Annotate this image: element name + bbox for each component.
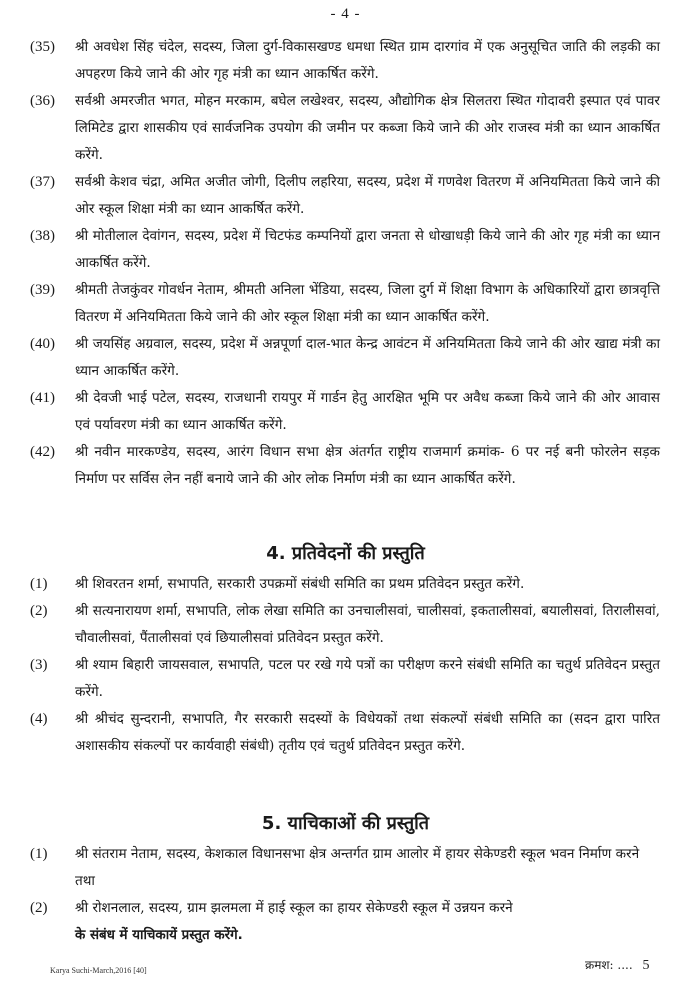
- item-text: श्री रोशनलाल, सदस्य, ग्राम झलमला में हाई स्कूल का हायर सेकेण्डरी स्कूल में उन्नयन करने: [75, 900, 513, 916]
- list-item: [0, 571, 691, 598]
- item-text: सर्वश्री केशव चंद्रा, अमित अजीत जोगी, दिलीप लहरिया, सदस्य, प्रदेश में गणवेश वितरण में अनियमितता किये जाने की ओर स्कूल शिक्षा मंत्री का ध्यान आकर्षित करेंगे.: [75, 174, 660, 217]
- closing-line-row: [0, 922, 691, 949]
- item-text: सर्वश्री अमरजीत भगत, मोहन मरकाम, बघेल लखेश्वर, सदस्य, औद्योगिक क्षेत्र सिलतरा स्थित गोदावरी इस्पात एवं पावर लिमिटेड द्वारा शासकीय एवं सार्वजनिक उपयोग की जमीन पर कब्जा किये जाने की ओर राजस्व मंत्री का ध्यान आकर्षित करेंगे.: [75, 93, 660, 163]
- attention-items-list: [0, 34, 691, 493]
- item-number: (4): [30, 711, 48, 727]
- item-number: (2): [30, 900, 48, 916]
- list-item: [0, 439, 691, 493]
- list-item: [0, 88, 691, 169]
- item-number: (38): [30, 228, 55, 244]
- list-item: [0, 598, 691, 652]
- list-item: [0, 895, 691, 922]
- document-reference: Karya Suchi-March,2016 [40]: [50, 966, 147, 975]
- item-text: श्री अवधेश सिंह चंदेल, सदस्य, जिला दुर्ग-विकासखण्ड धमधा स्थित ग्राम दारगांव में एक अनुसूचित जाति की लड़की का अपहरण किये जाने की ओर गृह मंत्री का ध्यान आकर्षित करेंगे.: [75, 39, 660, 82]
- petitions-closing-line: के संबंध में याचिकायें प्रस्तुत करेंगे.: [75, 928, 243, 943]
- item-number: (3): [30, 657, 48, 673]
- next-page-number: 5: [642, 958, 650, 973]
- item-number: (1): [30, 846, 48, 862]
- petitions-list: [0, 841, 691, 949]
- item-text: श्रीमती तेजकुंवर गोवर्धन नेताम, श्रीमती अनिला भेंडिया, सदस्य, जिला दुर्ग में शिक्षा विभाग के अधिकारियों द्वारा छात्रवृत्ति वितरण में अनियमितता किये जाने की ओर स्कूल शिक्षा मंत्री का ध्यान आकर्षित करेंगे.: [75, 282, 660, 325]
- continued-marker: [585, 956, 650, 974]
- reports-list: [0, 571, 691, 760]
- item-text: श्री देवजी भाई पटेल, सदस्य, राजधानी रायपुर में गार्डन हेतु आरक्षित भूमि पर अवैध कब्जा किये जाने की ओर आवास एवं पर्यावरण मंत्री का ध्यान आकर्षित करेंगे.: [75, 390, 660, 433]
- item-text: श्री मोतीलाल देवांगन, सदस्य, प्रदेश में चिटफंड कम्पनियों द्वारा जनता से धोखाधड़ी किये जाने की ओर गृह मंत्री का ध्यान आकर्षित करेंगे.: [75, 228, 660, 271]
- reports-section-heading: 4. प्रतिवेदनों की प्रस्तुति: [266, 543, 425, 564]
- list-item: [0, 223, 691, 277]
- continued-label: क्रमश: ....: [585, 958, 633, 972]
- item-text: श्री श्रीचंद सुन्दरानी, सभापति, गैर सरकारी सदस्यों के विधेयकों तथा संकल्पों संबंधी समिति का (सदन द्वारा पारित अशासकीय संकल्पों पर कार्यवाही संबंधी) तृतीय एवं चतुर्थ प्रतिवेदन प्रस्तुत करेंगे.: [75, 711, 660, 754]
- petitions-section-heading: 5. याचिकाओं की प्रस्तुति: [261, 813, 430, 834]
- list-item: [0, 169, 691, 223]
- item-number: (42): [30, 444, 55, 460]
- list-item: [0, 34, 691, 88]
- list-item: [0, 841, 691, 895]
- item-text: श्री जयसिंह अग्रवाल, सदस्य, प्रदेश में अन्नपूर्णा दाल-भात केन्द्र आवंटन में अनियमितता किये जाने की ओर खाद्य मंत्री का ध्यान आकर्षित करेंगे.: [75, 336, 660, 379]
- list-item: [0, 706, 691, 760]
- page-number: - 4 -: [330, 6, 361, 22]
- item-number: (2): [30, 603, 48, 619]
- item-text: श्री सत्यनारायण शर्मा, सभापति, लोक लेखा समिति का उनचालीसवां, चालीसवां, इकतालीसवां, बयालीसवां, तिरालीसवां, चौवालीसवां, पैंतालीसवां एवं छियालीसवां प्रतिवेदन प्रस्तुत करेंगे.: [75, 603, 660, 646]
- list-item: [0, 331, 691, 385]
- list-item: [0, 385, 691, 439]
- item-number: (41): [30, 390, 55, 406]
- list-item: [0, 277, 691, 331]
- item-number: (1): [30, 576, 48, 592]
- item-text: श्री शिवरतन शर्मा, सभापति, सरकारी उपक्रमों संबंधी समिति का प्रथम प्रतिवेदन प्रस्तुत करेंगे.: [75, 576, 525, 592]
- item-text: श्री नवीन मारकण्डेय, सदस्य, आरंग विधान सभा क्षेत्र अंतर्गत राष्ट्रीय राजमार्ग क्रमांक- 6 पर नई बनी फोरलेन सड़क निर्माण पर सर्विस लेन नहीं बनाये जाने की ओर लोक निर्माण मंत्री का ध्यान आकर्षित करेंगे.: [75, 444, 660, 487]
- list-item: [0, 652, 691, 706]
- item-number: (40): [30, 336, 55, 352]
- item-text: श्री श्याम बिहारी जायसवाल, सभापति, पटल पर रखे गये पत्रों का परीक्षण करने संबंधी समिति का चतुर्थ प्रतिवेदन प्रस्तुत करेंगे.: [75, 657, 660, 700]
- item-text: श्री संतराम नेताम, सदस्य, केशकाल विधानसभा क्षेत्र अन्तर्गत ग्राम आलोर में हायर सेकेण्डरी स्कूल भवन निर्माण करने तथा: [75, 846, 640, 889]
- item-number: (35): [30, 39, 55, 55]
- item-number: (37): [30, 174, 55, 190]
- item-number: (39): [30, 282, 55, 298]
- item-number: (36): [30, 93, 55, 109]
